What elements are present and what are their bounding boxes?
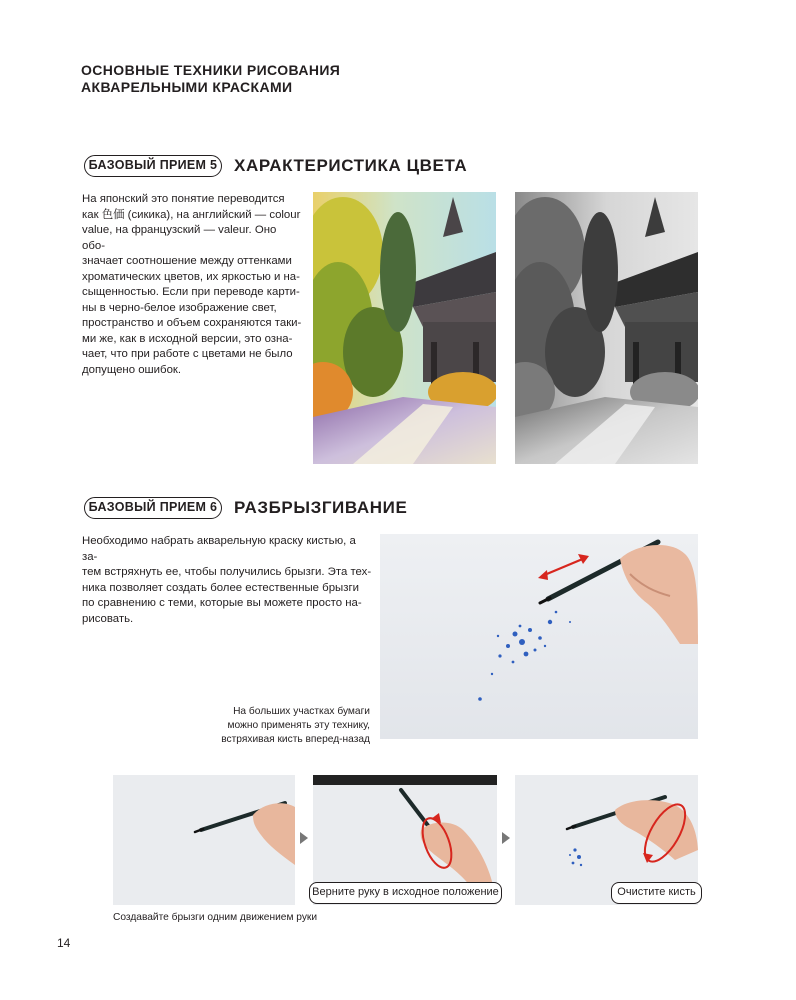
step-1-photo — [113, 775, 295, 905]
text-line: ника позволяет создать более естественные брызги — [82, 581, 359, 594]
text-line: значает соотношение между оттенками — [82, 255, 292, 267]
section-6-badge: БАЗОВЫЙ ПРИЕМ 6 — [84, 497, 222, 519]
section-5-text — [82, 192, 302, 378]
text-line: ны в черно-белое изображение свет, — [82, 301, 277, 314]
section-6-text — [82, 534, 372, 627]
text-line: Необходимо набрать акварельную краску кистью, а за- — [82, 535, 356, 563]
text-line: по сравнению с теми, которые вы можете просто на- — [82, 597, 362, 609]
section-6-title: РАЗБРЫЗГИВАНИЕ — [234, 498, 408, 517]
text-line: пространство и объем сохраняются таки- — [82, 317, 302, 329]
chapter-title-line-1: ОСНОВНЫЕ ТЕХНИКИ РИСОВАНИЯ — [81, 62, 341, 78]
text-line: допущено ошибок. — [82, 363, 182, 376]
spatter-photo-large — [380, 534, 698, 739]
text-line: хроматических цветов, их яркостью и на- — [82, 270, 300, 283]
text-line: как 色価 (сикика), на английский — colour — [82, 208, 301, 221]
text-line: рисовать. — [82, 612, 134, 625]
text-line: value, на французский — valeur. Оно обо- — [82, 224, 277, 252]
temple-painting-color — [313, 192, 496, 464]
caption-line: На больших участках бумаги — [233, 706, 370, 717]
text-line: чает, что при работе с цветами не было — [82, 348, 293, 360]
caption-line: можно применять эту технику, — [227, 720, 370, 731]
text-line: ми же, как в исходной версии, это озна- — [82, 332, 293, 345]
chapter-title — [81, 62, 441, 96]
text-line: На японский это понятие переводится — [82, 193, 285, 205]
page-number: 14 — [57, 936, 71, 950]
section-5-badge: БАЗОВЫЙ ПРИЕМ 5 — [84, 155, 222, 177]
text-line: сыщенностью. Если при переводе карти- — [82, 286, 300, 298]
caption-line: встряхивая кисть вперед-назад — [221, 734, 370, 745]
chapter-title-line-2: АКВАРЕЛЬНЫМИ КРАСКАМИ — [81, 79, 293, 95]
temple-painting-grayscale — [515, 192, 698, 464]
step-3-label: Очистите кисть — [611, 882, 702, 904]
steps-caption: Создавайте брызги одним движением руки — [113, 912, 318, 923]
step-arrow-icon — [300, 832, 308, 844]
text-line: тем встряхнуть ее, чтобы получились брызги. Эта тех- — [82, 566, 372, 578]
large-photo-caption — [200, 705, 370, 747]
step-arrow-icon — [502, 832, 510, 844]
section-5-title: ХАРАКТЕРИСТИКА ЦВЕТА — [234, 156, 468, 175]
step-2-label: Верните руку в исходное положение — [309, 882, 502, 904]
